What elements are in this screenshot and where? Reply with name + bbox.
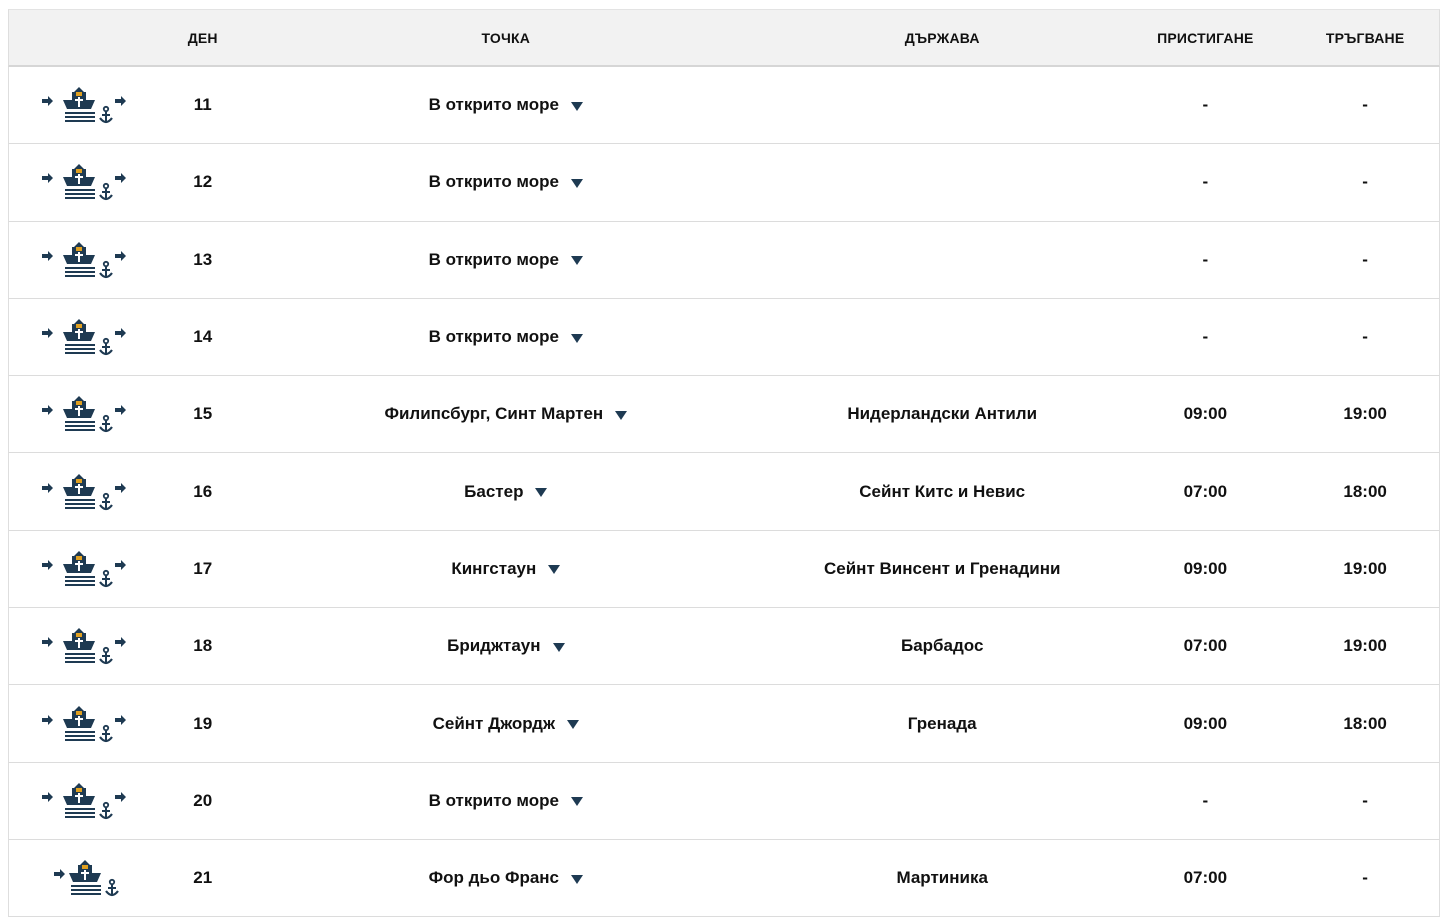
ship-sailing-icon: [40, 315, 128, 359]
table-row: [8, 453, 1440, 530]
ship-icon-cell: [9, 392, 159, 436]
ship-sailing-icon: [40, 83, 128, 127]
arrival-cell: 09:00: [1183, 713, 1228, 733]
caret-down-icon[interactable]: [571, 334, 583, 343]
port-dropdown[interactable]: [247, 868, 765, 888]
country-cell: Гренада: [907, 713, 977, 733]
arrival-cell: -: [1202, 249, 1209, 269]
arrival-cell: -: [1202, 327, 1209, 347]
port-dropdown[interactable]: [247, 172, 765, 192]
departure-cell: -: [1362, 327, 1368, 347]
ship-icon-cell: [9, 470, 159, 514]
arrival-cell: 07:00: [1183, 636, 1228, 656]
header-day: ДЕН: [187, 29, 218, 46]
arrival-cell: 07:00: [1183, 868, 1228, 888]
caret-down-icon[interactable]: [548, 565, 560, 574]
arrival-cell: -: [1202, 95, 1209, 115]
caret-down-icon[interactable]: [567, 720, 579, 729]
ship-icon-cell: [9, 315, 159, 359]
country-cell: Нидерландски Антили: [847, 404, 1038, 424]
ship-sailing-icon: [40, 160, 128, 204]
departure-cell: 19:00: [1343, 558, 1387, 578]
ship-sailing-icon: [40, 238, 128, 282]
ship-sailing-icon: [40, 392, 128, 436]
port-dropdown[interactable]: [247, 714, 765, 734]
ship-icon-cell: [9, 779, 159, 823]
port-dropdown[interactable]: [247, 636, 765, 656]
port-name: В открито море: [428, 95, 560, 115]
day-cell: 21: [193, 868, 213, 888]
port-name: В открито море: [428, 327, 560, 347]
departure-cell: 19:00: [1343, 636, 1387, 656]
ship-arrival-icon: [40, 856, 128, 900]
ship-icon-cell: [9, 83, 159, 127]
port-dropdown[interactable]: [247, 327, 765, 347]
port-name: Кингстаун: [451, 558, 537, 578]
caret-down-icon[interactable]: [571, 797, 583, 806]
caret-down-icon[interactable]: [571, 875, 583, 884]
caret-down-icon[interactable]: [553, 643, 565, 652]
ship-sailing-icon: [40, 470, 128, 514]
ship-icon-cell: [9, 624, 159, 668]
ship-icon-cell: [9, 547, 159, 591]
table-header: [8, 9, 1440, 67]
departure-cell: -: [1362, 249, 1368, 269]
table-row: [8, 376, 1440, 453]
ship-icon-cell: [9, 160, 159, 204]
header-departure: ТРЪГВАНЕ: [1325, 29, 1405, 46]
arrival-cell: 09:00: [1183, 404, 1228, 424]
port-name: Бастер: [464, 481, 524, 501]
departure-cell: 18:00: [1343, 713, 1387, 733]
departure-cell: -: [1362, 95, 1368, 115]
day-cell: 16: [193, 481, 213, 501]
caret-down-icon[interactable]: [571, 179, 583, 188]
table-row: [8, 685, 1440, 762]
departure-cell: -: [1362, 868, 1368, 888]
port-dropdown[interactable]: [247, 404, 765, 424]
port-name: Бриджтаун: [447, 636, 541, 656]
port-name: В открито море: [428, 172, 560, 192]
caret-down-icon[interactable]: [571, 102, 583, 111]
day-cell: 12: [193, 172, 213, 192]
table-row: [8, 840, 1440, 917]
header-port: ТОЧКА: [481, 29, 531, 46]
table-row: [8, 299, 1440, 376]
table-row: [8, 763, 1440, 840]
ship-sailing-icon: [40, 702, 128, 746]
country-cell: Мартиника: [896, 868, 988, 888]
day-cell: 15: [193, 404, 213, 424]
ship-icon-cell: [9, 856, 159, 900]
table-row: [8, 531, 1440, 608]
caret-down-icon[interactable]: [571, 256, 583, 265]
day-cell: 20: [193, 790, 213, 810]
port-name: Сейнт Джордж: [432, 713, 556, 733]
day-cell: 18: [193, 636, 213, 656]
table-row: [8, 67, 1440, 144]
day-cell: 13: [193, 249, 213, 269]
port-dropdown[interactable]: [247, 791, 765, 811]
day-cell: 11: [193, 95, 212, 115]
port-name: В открито море: [428, 790, 560, 810]
ship-icon-cell: [9, 238, 159, 282]
header-country: ДЪРЖАВА: [904, 29, 980, 46]
departure-cell: 18:00: [1343, 481, 1387, 501]
ship-icon-cell: [9, 702, 159, 746]
port-name: Филипсбург, Синт Мартен: [384, 404, 604, 424]
caret-down-icon[interactable]: [535, 488, 547, 497]
ship-sailing-icon: [40, 624, 128, 668]
itinerary-table: [8, 9, 1440, 917]
departure-cell: -: [1362, 172, 1368, 192]
table-row: [8, 222, 1440, 299]
day-cell: 19: [193, 713, 213, 733]
table-row: [8, 144, 1440, 221]
country-cell: Сейнт Винсент и Гренадини: [824, 558, 1061, 578]
table-row: [8, 608, 1440, 685]
arrival-cell: 09:00: [1183, 558, 1228, 578]
caret-down-icon[interactable]: [615, 411, 627, 420]
day-cell: 17: [193, 558, 213, 578]
ship-sailing-icon: [40, 779, 128, 823]
arrival-cell: -: [1202, 172, 1209, 192]
header-arrival: ПРИСТИГАНЕ: [1157, 29, 1254, 46]
port-dropdown[interactable]: [247, 482, 765, 502]
departure-cell: -: [1362, 790, 1368, 810]
day-cell: 14: [193, 327, 213, 347]
country-cell: Сейнт Китс и Невис: [859, 481, 1026, 501]
arrival-cell: 07:00: [1183, 481, 1228, 501]
port-dropdown[interactable]: [247, 559, 765, 579]
ship-sailing-icon: [40, 547, 128, 591]
port-dropdown[interactable]: [247, 95, 765, 115]
country-cell: Барбадос: [900, 636, 984, 656]
port-dropdown[interactable]: [247, 250, 765, 270]
port-name: Фор дьо Франс: [428, 868, 560, 888]
table-body: [8, 67, 1440, 917]
departure-cell: 19:00: [1343, 404, 1387, 424]
port-name: В открито море: [428, 249, 560, 269]
arrival-cell: -: [1202, 790, 1209, 810]
